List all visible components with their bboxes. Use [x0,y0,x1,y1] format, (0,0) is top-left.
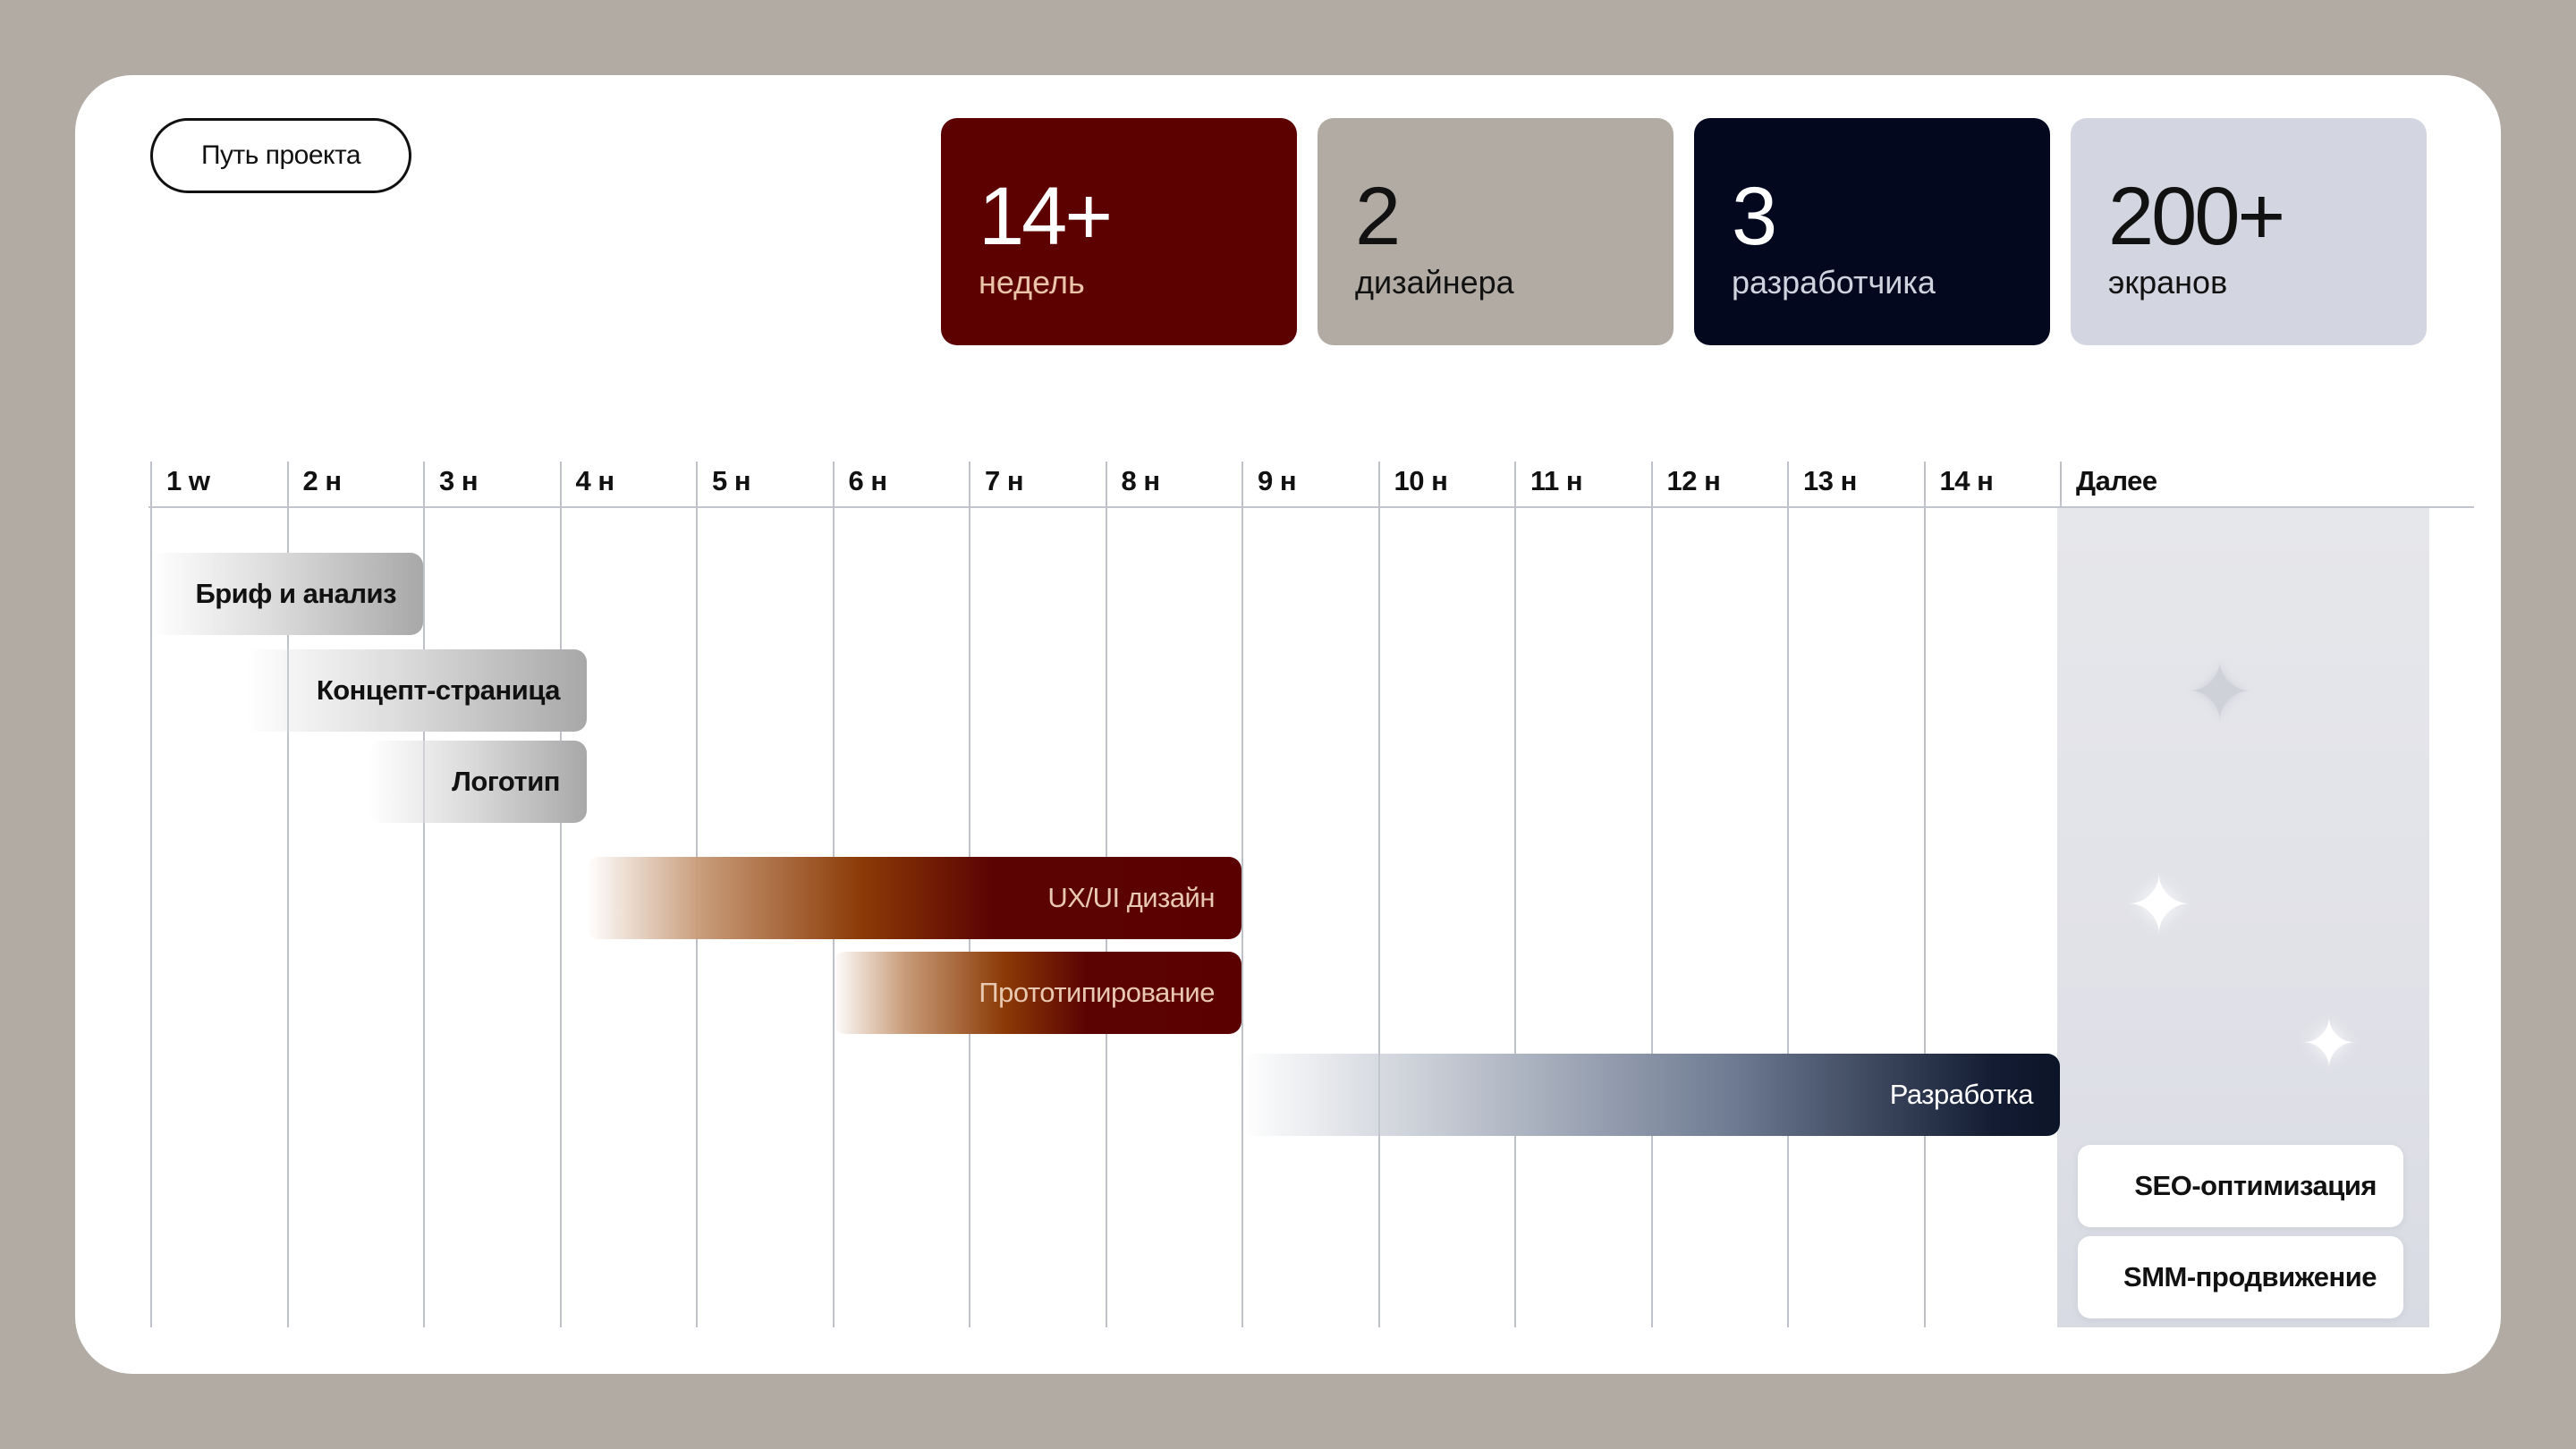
week-gridline [560,462,562,1327]
sparkle-icon: ✦ [2301,1006,2358,1082]
task-bar[interactable]: Концепт-страница [246,649,587,732]
stat-designers-value: 2 [1355,171,1399,262]
task-bar[interactable]: SEO-оптимизация [2078,1145,2403,1227]
week-label: 10 н [1394,465,1448,496]
task-bar[interactable]: Разработка [1241,1054,2060,1136]
task-bar[interactable]: Бриф и анализ [150,553,423,635]
timeline-header-divider [148,506,2474,508]
project-path-pill[interactable]: Путь проекта [150,118,411,193]
sparkle-icon: ✦ [2125,861,2193,951]
week-label: 6 н [848,465,887,496]
week-gridline [1241,462,1243,1327]
week-gridline [1378,462,1380,1327]
task-bar[interactable]: Логотип [369,741,587,823]
stat-designers-label: дизайнера [1355,264,1514,301]
task-bar[interactable]: SMM-продвижение [2078,1236,2403,1318]
stat-weeks-value: 14+ [979,171,1111,262]
stat-screens-label: экранов [2108,264,2228,301]
stat-developers-label: разработчика [1732,264,1936,301]
sparkle-icon: ✦ [2186,648,2254,738]
stat-screens-value: 200+ [2108,171,2284,262]
week-label: Далее [2076,465,2157,496]
week-gridline [1924,462,1926,1327]
week-label: 3 н [439,465,479,496]
week-label: 8 н [1121,465,1160,496]
week-label: 11 н [1530,465,1583,496]
week-label: 13 н [1803,465,1857,496]
week-label: 5 н [712,465,751,496]
week-label: 1 w [166,465,210,496]
week-gridline [1787,462,1789,1327]
week-gridline [2060,462,2062,508]
week-label: 2 н [302,465,342,496]
week-label: 4 н [575,465,614,496]
week-gridline [1514,462,1516,1327]
week-label: 12 н [1666,465,1721,496]
task-bar[interactable]: UX/UI дизайн [587,857,1241,939]
week-label: 7 н [985,465,1024,496]
stat-weeks-label: недель [979,264,1085,301]
stat-developers-value: 3 [1732,171,1775,262]
project-roadmap-card [75,75,2501,1374]
timeline-gantt [75,75,2501,1374]
week-gridline [423,462,425,1327]
week-gridline [1651,462,1653,1327]
week-label: 14 н [1939,465,1994,496]
week-label: 9 н [1258,465,1297,496]
task-bar[interactable]: Прототипирование [833,952,1242,1034]
